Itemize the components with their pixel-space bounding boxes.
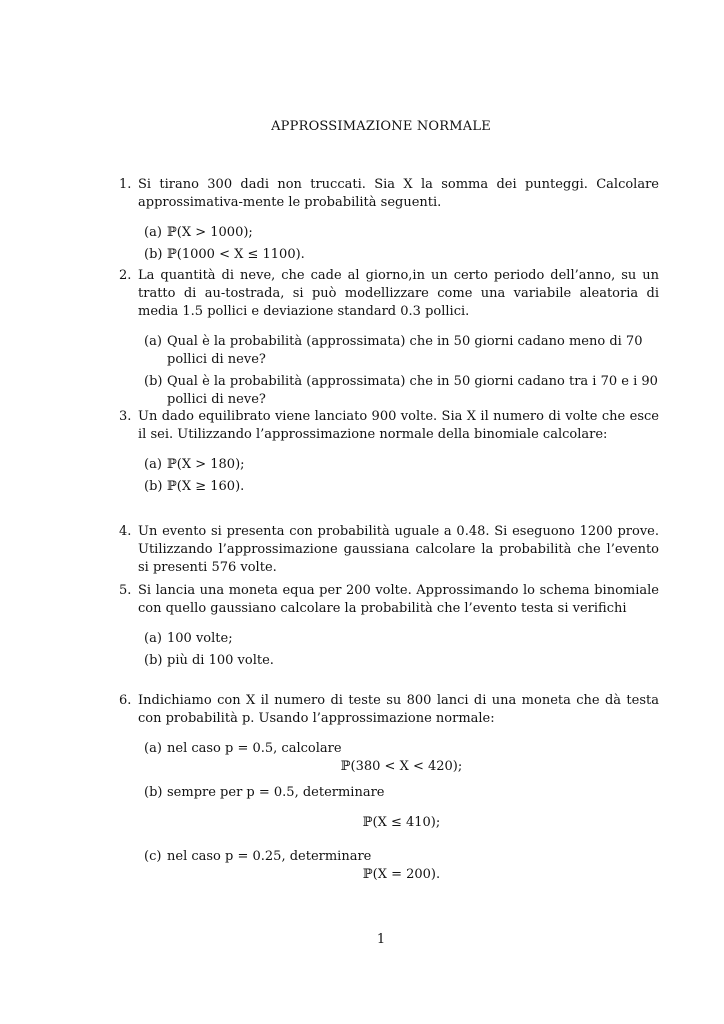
subquestion-label: (a) — [144, 631, 162, 646]
subquestion-text: 100 volte; — [167, 631, 233, 646]
subquestion — [144, 740, 659, 776]
subquestion-text: più di 100 volte. — [167, 653, 274, 668]
subquestion-text: ℙ(X ≥ 160). — [167, 479, 245, 494]
problem-4 — [119, 523, 659, 577]
problem-text: Un evento si presenta con probabilità uguale a 0.48. Si eseguono 1200 prove. Utilizzando l’approssimazione gaussiana calcolare la probabilità che l’evento si presenti 576 volte. — [138, 524, 659, 575]
problem-number: 4. — [119, 524, 132, 539]
subquestion-label: (a) — [144, 225, 162, 240]
subquestion-text: sempre per p = 0.5, determinare — [167, 785, 385, 800]
subquestion-text: ℙ(1000 < X ≤ 1100). — [167, 247, 305, 262]
problem-text: Si tirano 300 dadi non truccati. Sia X la somma dei punteggi. Calcolare approssimativa-mente le probabilità seguenti. — [138, 177, 659, 210]
subquestion-label: (b) — [144, 479, 163, 494]
subquestion-label: (a) — [144, 334, 162, 349]
page-number: 1 — [376, 932, 386, 947]
subquestion — [144, 456, 659, 474]
page-title: APPROSSIMAZIONE NORMALE — [271, 119, 491, 134]
problem-6 — [119, 692, 659, 884]
problem-number: 3. — [119, 409, 132, 424]
problem-5 — [119, 582, 659, 670]
subquestion — [144, 373, 659, 409]
subquestion-label: (a) — [144, 741, 162, 756]
subquestion — [144, 333, 659, 369]
problem-number: 6. — [119, 693, 132, 708]
subquestion — [144, 246, 659, 264]
subquestion-label: (b) — [144, 785, 163, 800]
subquestion-label: (a) — [144, 457, 162, 472]
problem-number: 1. — [119, 177, 132, 192]
problem-number: 5. — [119, 583, 132, 598]
subquestion-text: ℙ(X > 1000); — [167, 225, 253, 240]
subquestion-text: Qual è la probabilità (approssimata) che in 50 giorni cadano meno di 70 pollici di neve? — [167, 334, 643, 367]
subquestion-label: (b) — [144, 247, 163, 262]
problem-text: Si lancia una moneta equa per 200 volte. Approssimando lo schema binomiale con quello gaussiano calcolare la probabilità che l’evento testa si verifichi — [138, 583, 659, 616]
display-formula: ℙ(380 < X < 420); — [340, 759, 463, 774]
problem-1 — [119, 176, 659, 264]
display-formula: ℙ(X ≤ 410); — [362, 815, 441, 830]
subquestion-text: Qual è la probabilità (approssimata) che in 50 giorni cadano tra i 70 e i 90 pollici di neve? — [167, 374, 658, 407]
subquestion — [144, 630, 659, 648]
subquestion — [144, 848, 659, 884]
subquestion-label: (c) — [144, 849, 162, 864]
problem-2 — [119, 267, 659, 409]
problem-3 — [119, 408, 659, 496]
subquestion-label: (b) — [144, 653, 163, 668]
subquestion — [144, 478, 659, 496]
problem-text: La quantità di neve, che cade al giorno,in un certo periodo dell’anno, su un tratto di au-tostrada, si può modellizzare come una variabile aleatoria di media 1.5 pollici e deviazione standard 0.3 pollici. — [138, 268, 659, 319]
subquestion — [144, 652, 659, 670]
subquestion-text: ℙ(X > 180); — [167, 457, 245, 472]
problem-number: 2. — [119, 268, 132, 283]
problem-text: Un dado equilibrato viene lanciato 900 volte. Sia X il numero di volte che esce il sei. Utilizzando l’approssimazione normale della binomiale calcolare: — [138, 409, 659, 442]
subquestion — [144, 784, 659, 832]
subquestion-text: nel caso p = 0.5, calcolare — [167, 741, 342, 756]
subquestion-text: nel caso p = 0.25, determinare — [167, 849, 372, 864]
display-formula: ℙ(X = 200). — [362, 867, 441, 882]
subquestion-label: (b) — [144, 374, 163, 389]
subquestion — [144, 224, 659, 242]
problem-text: Indichiamo con X il numero di teste su 800 lanci di una moneta che dà testa con probabilità p. Usando l’approssimazione normale: — [138, 693, 659, 726]
